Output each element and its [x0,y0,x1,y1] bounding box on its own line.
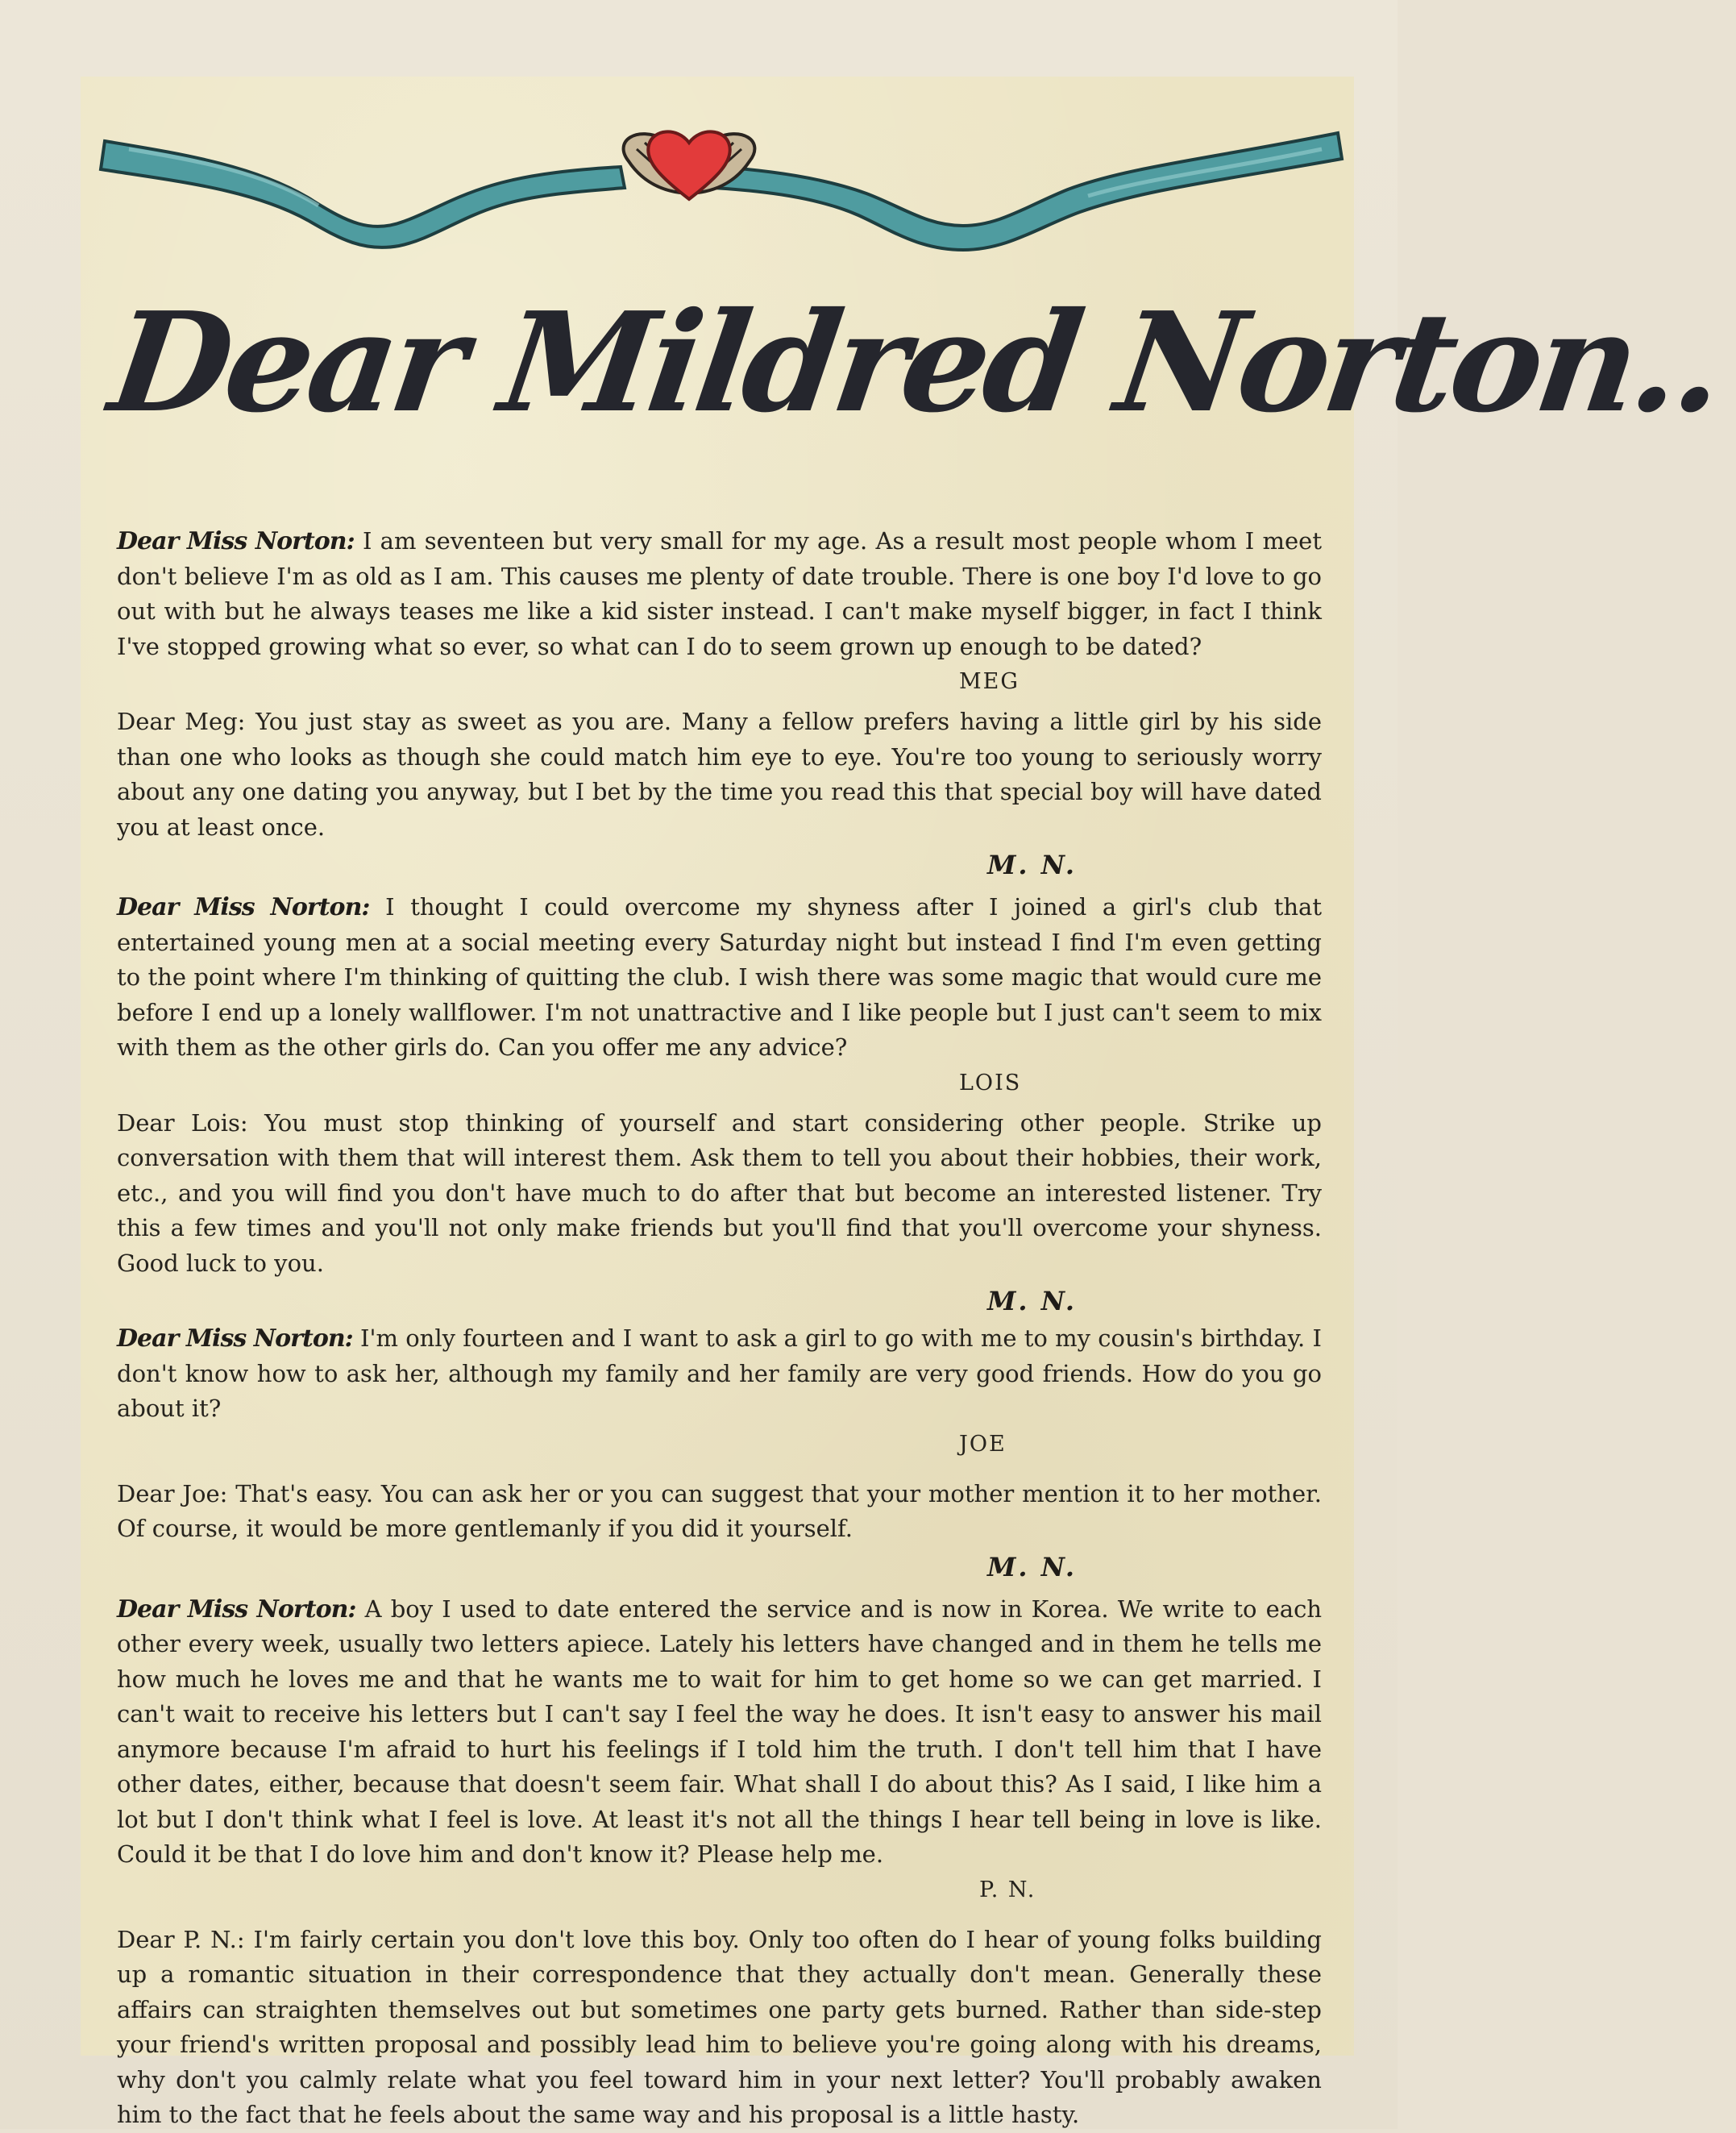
letter-answer [117,1923,1322,2133]
answer-initials: M. N. [987,1286,1078,1316]
letters-list [117,524,1322,2133]
letter-body: I thought I could overcome my shyness after I joined a girl's club that entertained young men at a social meeting every Saturday night but instead I find I'm even getting to the point where I'm thinking of quitting the club. I wish there was some magic that would cure me before I end up a lonely wallflower. I'm not unattractive and I like people but I just can't seem to mix with them as the other girls do. Can you offer me any advice? [117,893,1322,1061]
answer-body: Dear P. N.: I'm fairly certain you don't love this boy. Only too often do I hear of young folks building up a romantic situation in their correspondence that they actually don't mean. Generally these affairs can straighten themselves out but sometimes one party gets burned. Rather than side-step your friend's written proposal and possibly lead him to believe you're going along with his dreams, why don't you calmly relate what you feel toward him in your next letter? You'll probably awaken him to the fact that he feels about the same way and his proposal is a little hasty. [117,1925,1322,2128]
letter-question [117,890,1322,1101]
answer-body: Dear Meg: You just stay as sweet as you are. Many a fellow prefers having a little girl by his side than one who looks as though she could match him eye to eye. You're too young to seriously worry about any one dating you anyway, but I bet by the time you read this that special boy will have dated you at least once. [117,708,1322,841]
letter-salutation: Dear Miss Norton: [117,893,370,921]
letter-body: A boy I used to date entered the service and is now in Korea. We write to each other every week, usually two letters apiece. Lately his letters have changed and in them he tells me how much he loves me and that he wants me to wait for him to get home so we can get married. I can't wait to receive his letters but I can't say I feel the way he does. It isn't easy to answer his mail anymore because I'm afraid to hurt his feelings if I told him the truth. I don't tell him that I have other dates, either, because that doesn't seem fair. What shall I do about this? As I said, I like him a lot but I don't think what I feel is love. At least it's not all the things I hear tell being in love is like. Could it be that I do love him and don't know it? Please help me. [117,1595,1323,1868]
letter-salutation: Dear Miss Norton: [117,1595,356,1624]
letter-salutation: Dear Miss Norton: [117,527,355,555]
letter-body: I am seventeen but very small for my age. As a result most people whom I meet don't believe I'm as old as I am. This causes me plenty of date trouble. There is one boy I'd love to go out with but he always teases me like a kid sister instead. I can't make myself bigger, in fact I think I've stopped growing what so ever, so what can I do to seem grown up enough to be dated? [117,527,1322,660]
answer-initials: M. N. [987,1551,1078,1582]
advice-column-page [81,77,1730,2128]
letter-answer [117,705,1322,885]
letter-question [117,1592,1322,1908]
letter-question [117,524,1322,700]
page-title: Dear Mildred Norton.. [101,282,1730,443]
letter-answer [117,1477,1322,1587]
letter-question [117,1321,1322,1462]
letter-salutation: Dear Miss Norton: [117,1324,353,1353]
answer-body: Dear Lois: You must stop thinking of yourself and start considering other people. Strike up conversation with them that will interest them. Ask them to tell you about their hobbies, their work, etc., and you will find you don't have much to do after that but become an interested listener. Try this a few times and you'll not only make friends but you'll find that you'll overcome your shyness. Good luck to you. [117,1108,1322,1277]
letter-body: I'm only fourteen and I want to ask a girl to go with me to my cousin's birthday. I don't know how to ask her, although my family and her family are very good friends. How do you go about it? [117,1324,1323,1422]
letter-answer [117,1106,1322,1322]
letter-signature: JOE [959,1431,1007,1457]
letter-signature: MEG [959,669,1020,694]
ribbon-banner-icon [81,93,1354,262]
letter-signature: P. N. [979,1877,1036,1902]
answer-initials: M. N. [987,850,1078,880]
answer-body: Dear Joe: That's easy. You can ask her or you can suggest that your mother mention it to her mother. Of course, it would be more gentlemanly if you did it yourself. [117,1479,1322,1542]
letter-signature: LOIS [959,1070,1022,1096]
